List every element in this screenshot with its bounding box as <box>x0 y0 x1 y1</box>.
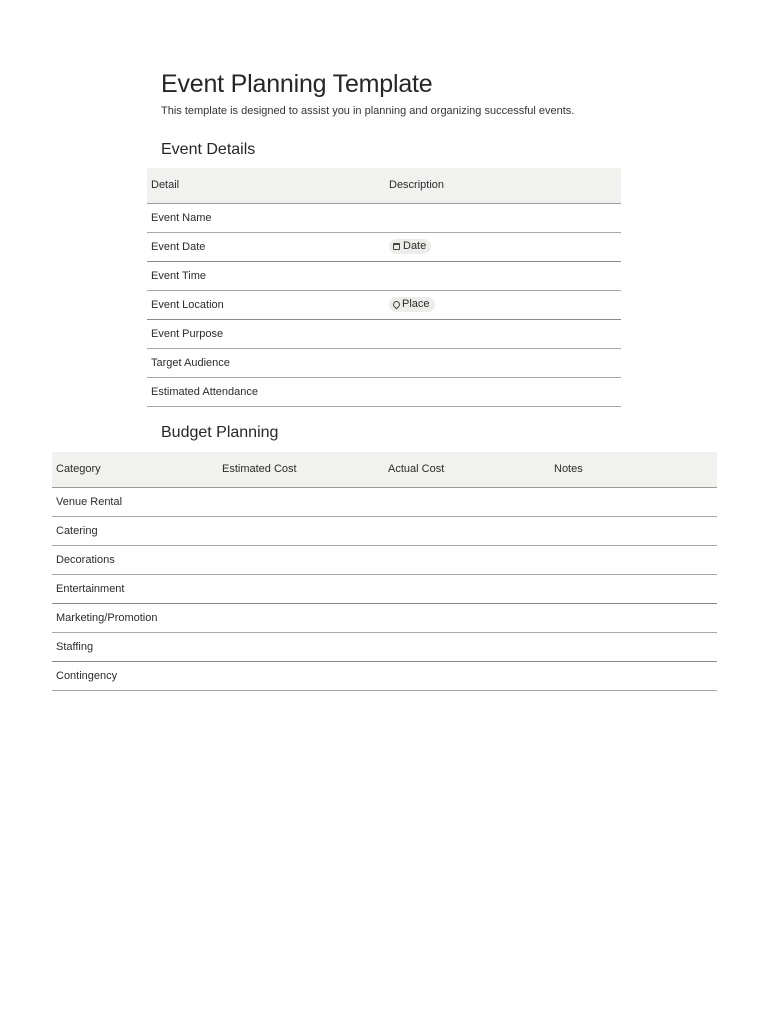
event-details-heading: Event Details <box>161 141 256 158</box>
estimated-cost-cell[interactable] <box>218 574 384 603</box>
table-row <box>52 661 717 690</box>
page-title: Event Planning Template <box>161 70 433 98</box>
description-cell[interactable] <box>385 261 621 290</box>
description-cell[interactable] <box>385 319 621 348</box>
place-chip-label: Place <box>402 298 430 310</box>
column-header-actual-cost: Actual Cost <box>384 452 550 487</box>
detail-cell: Event Time <box>147 261 385 290</box>
table-row <box>52 603 717 632</box>
estimated-cost-cell[interactable] <box>218 632 384 661</box>
page-subtitle: This template is designed to assist you in planning and organizing successful events. <box>161 105 575 117</box>
estimated-cost-cell[interactable] <box>218 661 384 690</box>
column-header-detail: Detail <box>147 168 385 203</box>
table-row <box>147 261 621 290</box>
detail-cell: Event Purpose <box>147 319 385 348</box>
place-chip[interactable] <box>389 297 435 312</box>
detail-cell: Estimated Attendance <box>147 377 385 406</box>
category-cell: Entertainment <box>52 574 218 603</box>
table-row <box>52 487 717 516</box>
actual-cost-cell[interactable] <box>384 574 550 603</box>
date-chip[interactable] <box>389 239 431 254</box>
category-cell: Decorations <box>52 545 218 574</box>
table-row <box>147 290 621 319</box>
actual-cost-cell[interactable] <box>384 632 550 661</box>
actual-cost-cell[interactable] <box>384 603 550 632</box>
date-chip-label: Date <box>403 240 427 252</box>
event-details-table <box>147 168 621 407</box>
column-header-description: Description <box>385 168 621 203</box>
description-cell[interactable] <box>385 377 621 406</box>
table-row <box>147 203 621 232</box>
budget-planning-table <box>52 452 717 691</box>
table-row <box>147 232 621 261</box>
category-cell: Marketing/Promotion <box>52 603 218 632</box>
description-cell[interactable] <box>385 348 621 377</box>
description-cell[interactable] <box>385 203 621 232</box>
actual-cost-cell[interactable] <box>384 487 550 516</box>
table-row <box>147 377 621 406</box>
notes-cell[interactable] <box>550 516 717 545</box>
table-row <box>52 545 717 574</box>
estimated-cost-cell[interactable] <box>218 516 384 545</box>
category-cell: Venue Rental <box>52 487 218 516</box>
category-cell: Contingency <box>52 661 218 690</box>
column-header-notes: Notes <box>550 452 717 487</box>
detail-cell: Event Location <box>147 290 385 319</box>
budget-planning-heading: Budget Planning <box>161 424 279 441</box>
actual-cost-cell[interactable] <box>384 516 550 545</box>
notes-cell[interactable] <box>550 574 717 603</box>
table-row <box>52 574 717 603</box>
category-cell: Staffing <box>52 632 218 661</box>
table-row <box>52 516 717 545</box>
table-row <box>52 632 717 661</box>
location-pin-icon <box>393 301 399 308</box>
actual-cost-cell[interactable] <box>384 545 550 574</box>
estimated-cost-cell[interactable] <box>218 603 384 632</box>
description-cell[interactable] <box>385 290 621 319</box>
column-header-estimated-cost: Estimated Cost <box>218 452 384 487</box>
detail-cell: Event Name <box>147 203 385 232</box>
notes-cell[interactable] <box>550 632 717 661</box>
detail-cell: Event Date <box>147 232 385 261</box>
calendar-icon <box>393 243 400 250</box>
description-cell[interactable] <box>385 232 621 261</box>
table-row <box>147 319 621 348</box>
table-header-row <box>52 452 717 487</box>
actual-cost-cell[interactable] <box>384 661 550 690</box>
notes-cell[interactable] <box>550 545 717 574</box>
notes-cell[interactable] <box>550 603 717 632</box>
table-row <box>147 348 621 377</box>
notes-cell[interactable] <box>550 661 717 690</box>
notes-cell[interactable] <box>550 487 717 516</box>
category-cell: Catering <box>52 516 218 545</box>
table-header-row <box>147 168 621 203</box>
estimated-cost-cell[interactable] <box>218 545 384 574</box>
estimated-cost-cell[interactable] <box>218 487 384 516</box>
column-header-category: Category <box>52 452 218 487</box>
detail-cell: Target Audience <box>147 348 385 377</box>
